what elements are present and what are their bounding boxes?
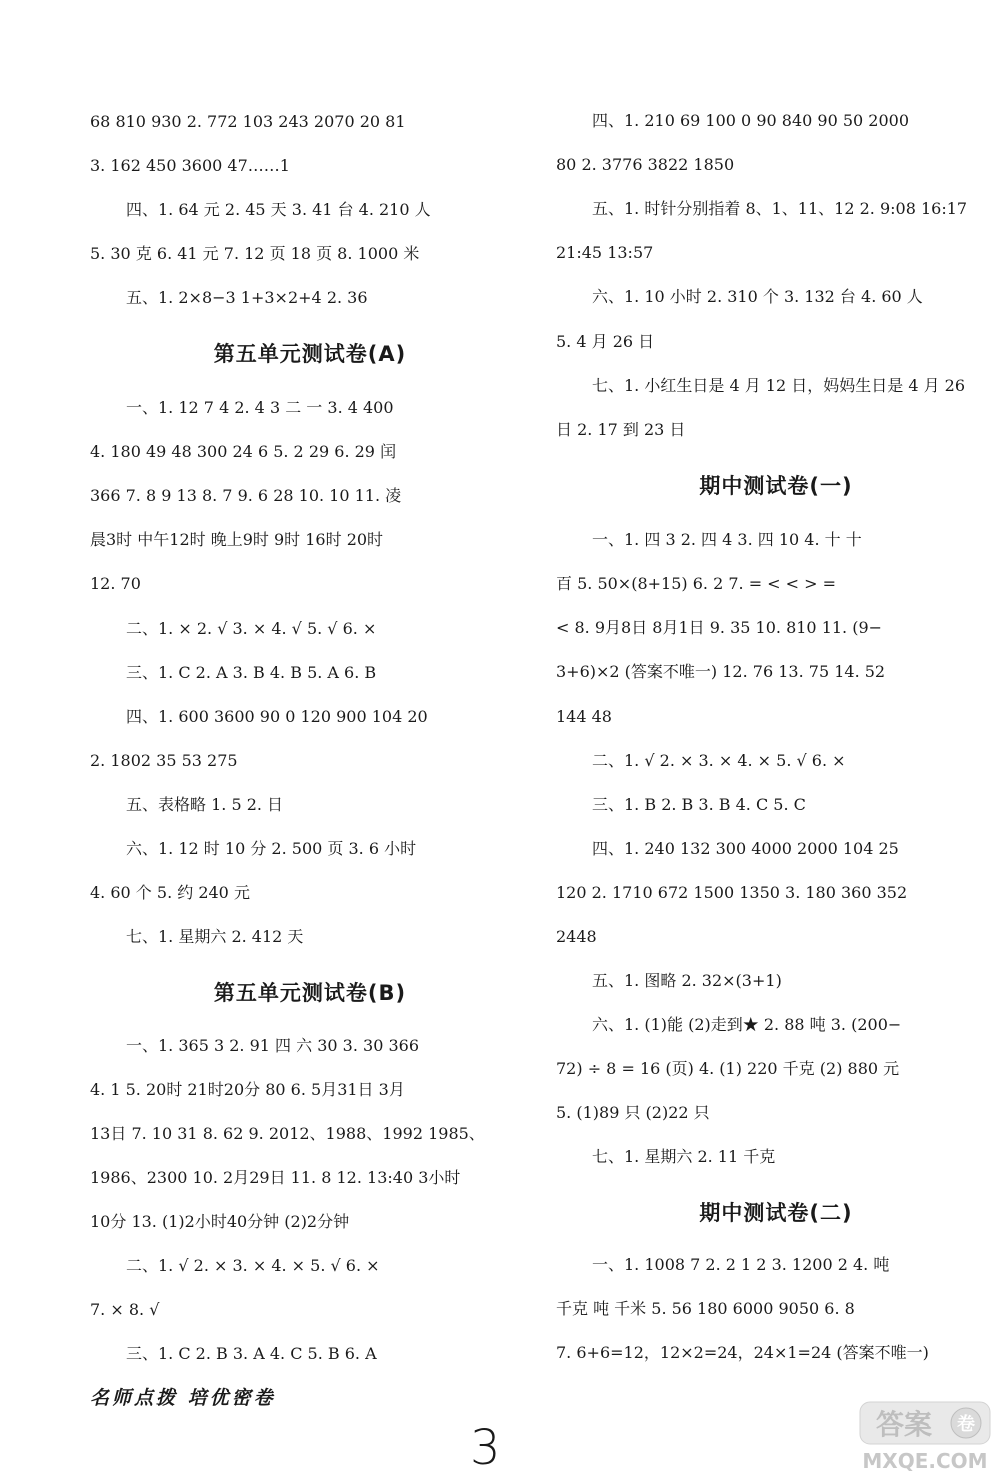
watermark-top-text: 答案 — [875, 1408, 933, 1441]
answer-line: 5. 30 克 6. 41 元 7. 12 页 18 页 8. 1000 米 — [90, 244, 420, 263]
answer-line: 一、1. 365 3 2. 91 四 六 30 3. 30 366 — [126, 1036, 419, 1055]
answer-line: 72) ÷ 8 = 16 (页) 4. (1) 220 千克 (2) 880 元 — [556, 1059, 900, 1078]
answer-line: 80 2. 3776 3822 1850 — [556, 155, 735, 174]
answer-line: 五、1. 2×8−3 1+3×2+4 2. 36 — [126, 288, 368, 307]
answer-line: 三、1. C 2. B 3. A 4. C 5. B 6. A — [126, 1344, 377, 1363]
answer-line: 千克 吨 千米 5. 56 180 6000 9050 6. 8 — [556, 1299, 855, 1318]
answer-line: 七、1. 星期六 2. 11 千克 — [592, 1147, 776, 1166]
answer-line: 2. 1802 35 53 275 — [90, 751, 238, 770]
answer-line: 5. 4 月 26 日 — [556, 332, 655, 351]
answer-line: 4. 180 49 48 300 24 6 5. 2 29 6. 29 闰 — [90, 442, 397, 461]
answer-line: 一、1. 1008 7 2. 2 1 2 3. 1200 2 4. 吨 — [592, 1255, 890, 1274]
answer-line: 7. × 8. √ — [90, 1300, 160, 1319]
answer-line: 7. 6+6=12，12×2=24，24×1=24 (答案不唯一) — [556, 1343, 929, 1362]
answer-line: 一、1. 四 3 2. 四 4 3. 四 10 4. 十 十 — [592, 530, 862, 549]
answer-line: 六、1. 12 时 10 分 2. 500 页 3. 6 小时 — [126, 839, 417, 858]
answer-line: 10分 13. (1)2小时40分钟 (2)2分钟 — [90, 1212, 350, 1231]
answer-line: 晨3时 中午12时 晚上9时 9时 16时 20时 — [90, 530, 384, 549]
answer-line: 二、1. √ 2. × 3. × 4. × 5. √ 6. × — [126, 1256, 380, 1275]
answer-line: 一、1. 12 7 4 2. 4 3 二 一 3. 4 400 — [126, 398, 394, 417]
section-heading: 期中测试卷(一) — [699, 474, 853, 498]
answer-line: 12. 70 — [90, 574, 141, 593]
answer-line: 120 2. 1710 672 1500 1350 3. 180 360 352 — [556, 883, 908, 902]
watermark-bottom-text: MXQE.COM — [862, 1449, 988, 1473]
answer-line: 144 48 — [556, 707, 612, 726]
answer-line: 3+6)×2 (答案不唯一) 12. 76 13. 75 14. 52 — [556, 662, 886, 681]
section-heading: 第五单元测试卷(A) — [213, 342, 407, 366]
answer-line: 5. (1)89 只 (2)22 只 — [556, 1103, 710, 1122]
answer-line: 68 810 930 2. 772 103 243 2070 20 81 — [90, 112, 406, 131]
answer-line: 四、1. 210 69 100 0 90 840 90 50 2000 — [592, 111, 909, 130]
answer-line: < 8. 9月8日 8月1日 9. 35 10. 810 11. (9− — [556, 618, 883, 637]
answer-line: 五、表格略 1. 5 2. 日 — [126, 795, 284, 814]
answer-line: 七、1. 小红生日是 4 月 12 日，妈妈生日是 4 月 26 — [592, 376, 966, 395]
watermark-logo — [858, 1398, 993, 1474]
answer-line: 四、1. 64 元 2. 45 天 3. 41 台 4. 210 人 — [126, 200, 431, 219]
answer-line: 13日 7. 10 31 8. 62 9. 2012、1988、1992 1985、 — [90, 1124, 485, 1143]
answer-line: 二、1. √ 2. × 3. × 4. × 5. √ 6. × — [592, 751, 846, 770]
footer-brand: 名师点拨 培优密卷 — [90, 1387, 276, 1409]
answer-line: 366 7. 8 9 13 8. 7 9. 6 28 10. 10 11. 凌 — [90, 486, 402, 505]
answer-line: 1986、2300 10. 2月29日 11. 8 12. 13:40 3小时 — [90, 1168, 461, 1187]
answer-line: 六、1. (1)能 (2)走到★ 2. 88 吨 3. (200− — [592, 1015, 902, 1034]
answer-line: 三、1. C 2. A 3. B 4. B 5. A 6. B — [126, 663, 377, 682]
answer-line: 四、1. 240 132 300 4000 2000 104 25 — [592, 839, 899, 858]
answer-line: 五、1. 图略 2. 32×(3+1) — [592, 971, 782, 990]
svg-text:卷: 卷 — [957, 1414, 975, 1435]
answer-line: 21:45 13:57 — [556, 243, 654, 262]
section-heading: 第五单元测试卷(B) — [213, 981, 407, 1005]
page-number: 3 — [470, 1420, 501, 1476]
answer-line: 日 2. 17 到 23 日 — [556, 420, 686, 439]
answer-line: 二、1. × 2. √ 3. × 4. √ 5. √ 6. × — [126, 619, 377, 638]
answer-line: 三、1. B 2. B 3. B 4. C 5. C — [592, 795, 806, 814]
answer-line: 五、1. 时针分别指着 8、1、11、12 2. 9:08 16:17 — [592, 199, 968, 218]
watermark-icon — [858, 1398, 993, 1474]
answer-line: 2448 — [556, 927, 597, 946]
answer-line: 百 5. 50×(8+15) 6. 2 7. = < < > = — [556, 574, 837, 593]
answer-line: 六、1. 10 小时 2. 310 个 3. 132 台 4. 60 人 — [592, 287, 923, 306]
answer-line: 4. 60 个 5. 约 240 元 — [90, 883, 250, 902]
answer-line: 七、1. 星期六 2. 412 天 — [126, 927, 304, 946]
answer-line: 四、1. 600 3600 90 0 120 900 104 20 — [126, 707, 428, 726]
answer-line: 4. 1 5. 20时 21时20分 80 6. 5月31日 3月 — [90, 1080, 405, 1099]
answer-line: 3. 162 450 3600 47……1 — [90, 156, 290, 175]
section-heading: 期中测试卷(二) — [699, 1201, 853, 1225]
